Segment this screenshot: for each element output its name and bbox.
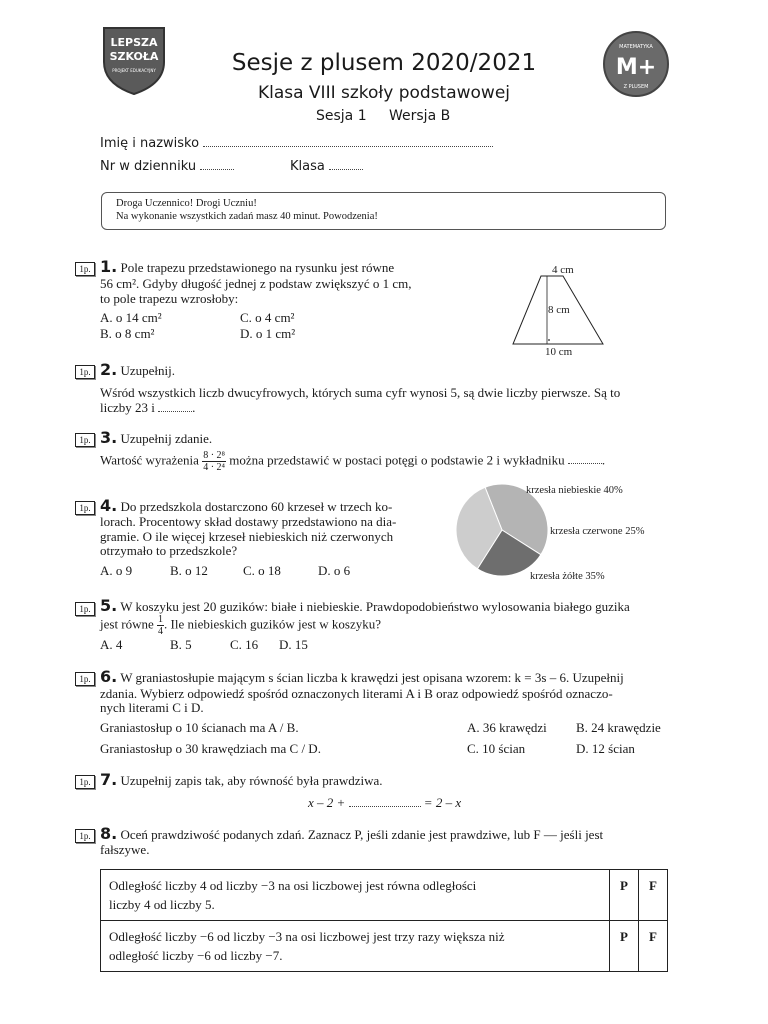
- logo-word-2: SZKOŁA: [109, 50, 159, 63]
- pie-label: krzesła czerwone 25%: [550, 526, 645, 537]
- statement-line: liczby 4 od liczby 5.: [109, 897, 215, 912]
- trapezoid-bottom-label: 10 cm: [545, 346, 573, 358]
- question-4-text-a: Do przedszkola dostarczono 60 krzeseł w trzech ko-: [120, 499, 393, 514]
- class-field[interactable]: [329, 169, 363, 170]
- logo-top-text: MATEMATYKA: [619, 44, 653, 50]
- fraction-numerator: 1: [158, 614, 164, 625]
- name-field[interactable]: [203, 146, 493, 147]
- question-6: [100, 669, 668, 685]
- period: .: [192, 400, 196, 415]
- statement-line: odległość liczby −6 od liczby −7.: [109, 948, 283, 963]
- answer-option[interactable]: C. o 4 cm²: [240, 310, 295, 325]
- answer-option[interactable]: C. o 18: [243, 563, 281, 578]
- notice-box: [101, 192, 666, 230]
- question-6-text-a: W graniastosłupie mającym s ścian liczba k krawędzi jest opisana wzorem: k = 3s – 6. Uzupełnij: [120, 670, 624, 685]
- statement-line: Odległość liczby −6 od liczby −3 na osi liczbowej jest trzy razy większa niż: [109, 929, 505, 944]
- pie-chart: [440, 478, 680, 588]
- period: .: [601, 452, 606, 468]
- question-5: [100, 598, 668, 614]
- statement-cell: [101, 870, 610, 921]
- statement-line: Odległość liczby 4 od liczby −3 na osi liczbowej jest równa odległości: [109, 878, 477, 893]
- question-4-text-c: gramie. O ile więcej krzeseł niebieskich niż czerwonych: [100, 529, 394, 544]
- number-line: [100, 159, 234, 174]
- points-badge: 1p.: [75, 775, 95, 789]
- fraction: [157, 614, 164, 637]
- points-badge: 1p.: [75, 501, 95, 515]
- question-2-title: Uzupełnij.: [120, 363, 175, 378]
- trapezoid-top-label: 4 cm: [552, 264, 574, 276]
- number-field[interactable]: [200, 169, 234, 170]
- question-6-row-1: Graniastosłup o 10 ścianach ma A / B.: [100, 720, 299, 735]
- class-label: Klasa: [290, 159, 325, 174]
- question-5-line-b: [100, 614, 381, 637]
- name-line: [100, 136, 493, 151]
- matematyka-z-plusem-logo: [602, 30, 670, 98]
- question-5-text-b-after: . Ile niebieskich guzików jest w koszyku?: [164, 616, 382, 632]
- answer-option[interactable]: B. 5: [170, 637, 192, 652]
- question-number: 6.: [100, 667, 118, 686]
- question-7: [100, 772, 383, 788]
- fraction-denominator: 4: [158, 626, 164, 637]
- page-subtitle: Klasa VIII szkoły podstawowej: [257, 83, 511, 103]
- fraction-numerator: 8 · 2⁸: [203, 450, 226, 461]
- question-2-line-b: [100, 400, 195, 415]
- question-1-text-c: to pole trapezu wzrosłoby:: [100, 291, 239, 306]
- fraction-denominator: 4 · 2⁴: [203, 462, 226, 473]
- equation-right: = 2 – x: [423, 795, 462, 810]
- page-title: Sesje z plusem 2020/2021: [231, 50, 537, 76]
- number-label: Nr w dzienniku: [100, 159, 197, 174]
- question-number: 1.: [100, 257, 118, 276]
- points-badge: 1p.: [75, 672, 95, 686]
- answer-option[interactable]: D. 15: [279, 637, 308, 652]
- answer-option[interactable]: A. o 9: [100, 563, 133, 578]
- logo-bottom-text: Z PLUSEM: [623, 84, 649, 90]
- notice-line-1: Droga Uczennico! Drogi Uczniu!: [116, 198, 257, 209]
- answer-option[interactable]: A. 36 krawędzi: [467, 720, 547, 735]
- logo-mark: M+: [615, 55, 657, 80]
- points-badge: 1p.: [75, 262, 95, 276]
- answer-blank[interactable]: [158, 411, 192, 412]
- pie-label: krzesła niebieskie 40%: [526, 485, 623, 496]
- question-number: 7.: [100, 770, 118, 789]
- trapezoid-figure: [505, 260, 615, 360]
- answer-blank[interactable]: [568, 463, 602, 464]
- question-1-text-b: 56 cm². Gdyby długość jednej z podstaw zwiększyć o 1 cm,: [100, 276, 412, 291]
- logo-word-1: LEPSZA: [110, 36, 158, 49]
- true-option[interactable]: P: [610, 921, 639, 972]
- question-3: [100, 430, 212, 446]
- question-2-text-b: liczby 23 i: [100, 400, 155, 415]
- question-1: [100, 259, 430, 275]
- answer-option[interactable]: A. o 14 cm²: [100, 310, 162, 325]
- question-4-text-d: otrzymało to przedszkole?: [100, 543, 238, 558]
- question-3-text-before: Wartość wyrażenia: [100, 452, 199, 468]
- session-label: Sesja 1: [316, 108, 367, 124]
- question-number: 3.: [100, 428, 118, 447]
- answer-option[interactable]: B. o 8 cm²: [100, 326, 155, 341]
- question-2: [100, 362, 175, 378]
- answer-option[interactable]: C. 16: [230, 637, 259, 652]
- class-line: [290, 159, 363, 174]
- answer-option[interactable]: B. 24 krawędzie: [576, 720, 661, 735]
- false-option[interactable]: F: [639, 870, 668, 921]
- question-6-text-b: zdania. Wybierz odpowiedź spośród oznaczonych literami A i B oraz odpowiedź spośród oznaczo-: [100, 686, 613, 701]
- points-badge: 1p.: [75, 602, 95, 616]
- points-badge: 1p.: [75, 829, 95, 843]
- question-number: 8.: [100, 824, 118, 843]
- answer-option[interactable]: D. o 1 cm²: [240, 326, 296, 341]
- question-1-text-a: Pole trapezu przedstawionego na rysunku jest równe: [120, 260, 395, 275]
- question-8-text-a: Oceń prawdziwość podanych zdań. Zaznacz P, jeśli zdanie jest prawdziwe, lub F — jeśli jest: [120, 827, 604, 842]
- answer-option[interactable]: A. 4: [100, 637, 123, 652]
- question-number: 2.: [100, 360, 118, 379]
- question-3-title: Uzupełnij zdanie.: [120, 431, 213, 446]
- question-7-title: Uzupełnij zapis tak, aby równość była prawdziwa.: [120, 773, 383, 788]
- question-4-text-b: lorach. Procentowy skład dostawy przedstawiono na dia-: [100, 514, 397, 529]
- table-row: [101, 921, 668, 972]
- answer-blank[interactable]: [349, 806, 421, 807]
- points-badge: 1p.: [75, 433, 95, 447]
- answer-option[interactable]: D. o 6: [318, 563, 351, 578]
- question-number: 5.: [100, 596, 118, 615]
- fraction: [202, 450, 226, 473]
- true-false-table: [100, 869, 668, 972]
- false-option[interactable]: F: [639, 921, 668, 972]
- question-3-text-after: można przedstawić w postaci potęgi o podstawie 2 i wykładniku: [229, 452, 565, 468]
- statement-cell: [101, 921, 610, 972]
- pie-label: krzesła żółte 35%: [530, 571, 605, 582]
- version-label: Wersja B: [389, 108, 451, 124]
- question-6-text-c: nych literami C i D.: [100, 700, 204, 715]
- question-3-line: [100, 450, 605, 473]
- question-5-text-a: W koszyku jest 20 guzików: białe i niebieskie. Prawdopodobieństwo wylosowania białego guzika: [120, 599, 630, 614]
- answer-option[interactable]: D. 12 ścian: [576, 741, 635, 756]
- question-8: [100, 826, 668, 842]
- true-option[interactable]: P: [610, 870, 639, 921]
- notice-line-2: Na wykonanie wszystkich zadań masz 40 minut. Powodzenia!: [116, 211, 378, 222]
- question-5-text-b-before: jest równe: [100, 616, 154, 632]
- question-number: 4.: [100, 496, 118, 515]
- logo-word-3: PROJEKT EDUKACYJNY: [112, 68, 156, 73]
- question-7-equation: [308, 795, 461, 810]
- question-2-text-a: Wśród wszystkich liczb dwucyfrowych, których suma cyfr wynosi 5, są dwie liczby pierwsze. Są to: [100, 385, 621, 400]
- question-4: [100, 498, 430, 514]
- table-row: [101, 870, 668, 921]
- question-6-row-2: Graniastosłup o 30 krawędziach ma C / D.: [100, 741, 321, 756]
- name-label: Imię i nazwisko: [100, 136, 200, 151]
- answer-option[interactable]: C. 10 ścian: [467, 741, 526, 756]
- trapezoid-height-label: 8 cm: [548, 304, 570, 316]
- points-badge: 1p.: [75, 365, 95, 379]
- question-8-text-b: fałszywe.: [100, 842, 150, 857]
- equation-left: x – 2 +: [308, 795, 346, 810]
- answer-option[interactable]: B. o 12: [170, 563, 208, 578]
